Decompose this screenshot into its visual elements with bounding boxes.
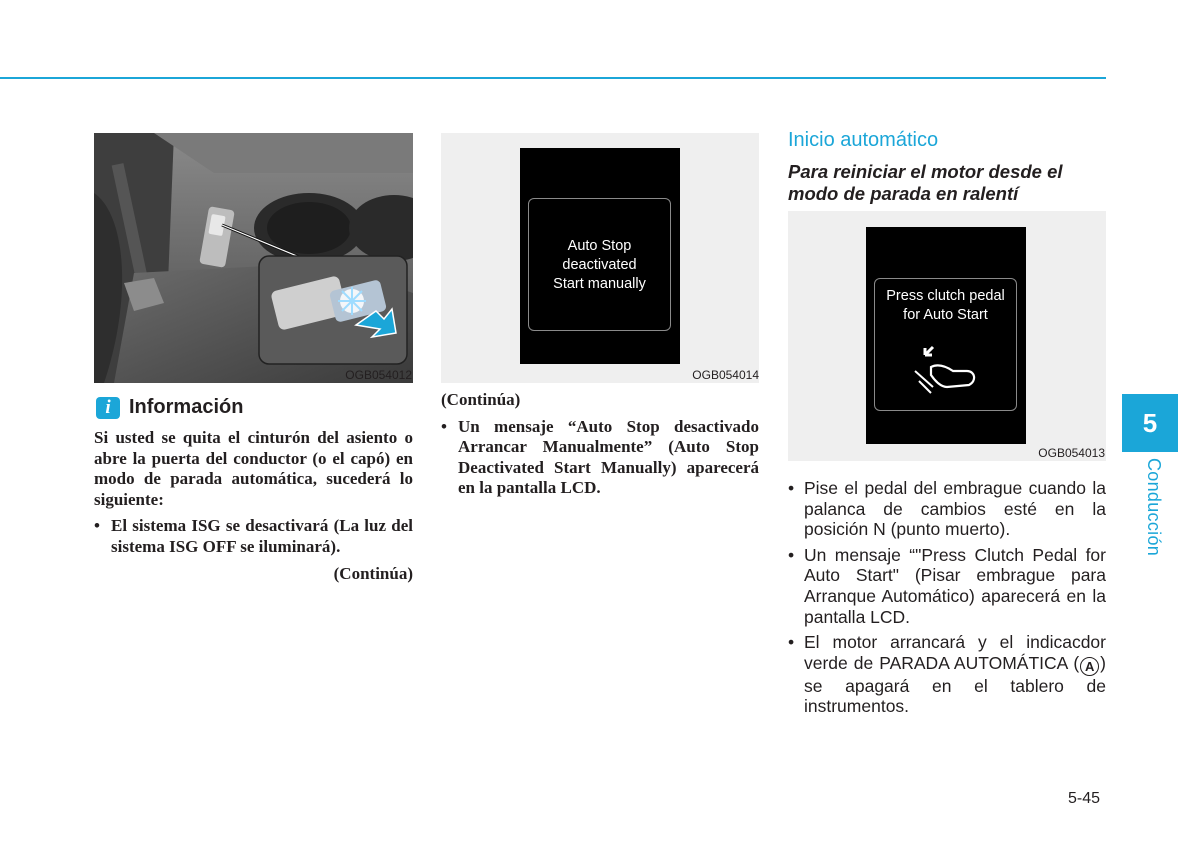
auto-start-steps (788, 478, 1106, 717)
list-item: • Pise el pedal del embrague cuando la palanca de cambios esté en la posición N (punto muerto). (788, 478, 1106, 540)
chapter-tab: 5 (1122, 394, 1178, 452)
info-body (94, 428, 413, 584)
image-code: OGB054014 (692, 368, 759, 382)
lcd-line: deactivated (562, 257, 637, 273)
info-title: Información (129, 396, 244, 418)
lcd-line: Start manually (553, 276, 646, 292)
lcd-illustration (441, 133, 759, 383)
lcd-screen (520, 148, 680, 364)
info-heading (96, 396, 243, 419)
list-item-text: Pise el pedal del embrague cuando la palanca de cambios esté en la posición N (punto muerto). (804, 478, 1106, 540)
clutch-pedal-icon (911, 337, 981, 397)
info-paragraph: Si usted se quita el cinturón del asiento o abre la puerta del conductor (o el capó) en modo de parada automática, sucederá lo siguiente: (94, 428, 413, 509)
list-item: • Un mensaje “Auto Stop desactivado Arrancar Manualmente” (Auto Stop Deactivated Start Manually) aparecerá en la pantalla LCD. (441, 416, 759, 498)
lcd-line: Auto Stop (567, 238, 632, 254)
auto-stop-indicator-icon: A (1080, 657, 1099, 676)
image-code: OGB054012 (345, 368, 412, 382)
list-item-text-start: El motor arrancará y el indicacdor verde de PARADA AUTOMÁTICA ( (804, 632, 1106, 673)
lcd-screen (866, 227, 1026, 444)
middle-body (441, 390, 759, 499)
subsection-title: Para reiniciar el motor desde el modo de parada en ralentí (788, 161, 1063, 204)
lcd-message-box (874, 278, 1017, 411)
section-title: Inicio automático (788, 129, 939, 151)
list-item: • El sistema ISG se desactivará (La luz del sistema ISG OFF se iluminará). (94, 516, 413, 556)
list-item-text: Un mensaje “"Press Clutch Pedal for Auto Start" (Pisar embrague para Arranque Automático) aparecerá en la pantalla LCD. (804, 544, 1106, 627)
isg-button-photo (94, 133, 413, 383)
lcd-line: Press clutch pedal (886, 288, 1005, 304)
lcd-illustration (788, 211, 1106, 461)
chapter-label: Conducción (1144, 458, 1164, 557)
list-item: • El motor arrancará y el indicacdor verde de PARADA AUTOMÁTICA ( A ) se apagará en el tablero de instrumentos. (788, 632, 1106, 717)
page-number: 5-45 (1068, 790, 1101, 807)
header-rule (0, 77, 1106, 79)
list-item-text: El sistema ISG se desactivará (La luz del sistema ISG OFF se iluminará). (111, 516, 413, 556)
list-item-text: Un mensaje “Auto Stop desactivado Arrancar Manualmente” (Auto Stop Deactivated Start Manually) aparecerá en la pantalla LCD. (458, 416, 759, 498)
image-code: OGB054013 (1038, 446, 1105, 460)
list-item: • Un mensaje “"Press Clutch Pedal for Auto Start" (Pisar embrague para Arranque Automático) aparecerá en la pantalla LCD. (788, 544, 1106, 627)
list-item-text-end: ) se apagará en el tablero de instrumentos. (804, 652, 1106, 717)
continues-note: (Continúa) (333, 563, 413, 583)
lcd-line: for Auto Start (903, 307, 988, 323)
info-icon: i (96, 397, 120, 419)
continued-note: (Continúa) (441, 390, 521, 409)
lcd-message-box (528, 198, 671, 331)
